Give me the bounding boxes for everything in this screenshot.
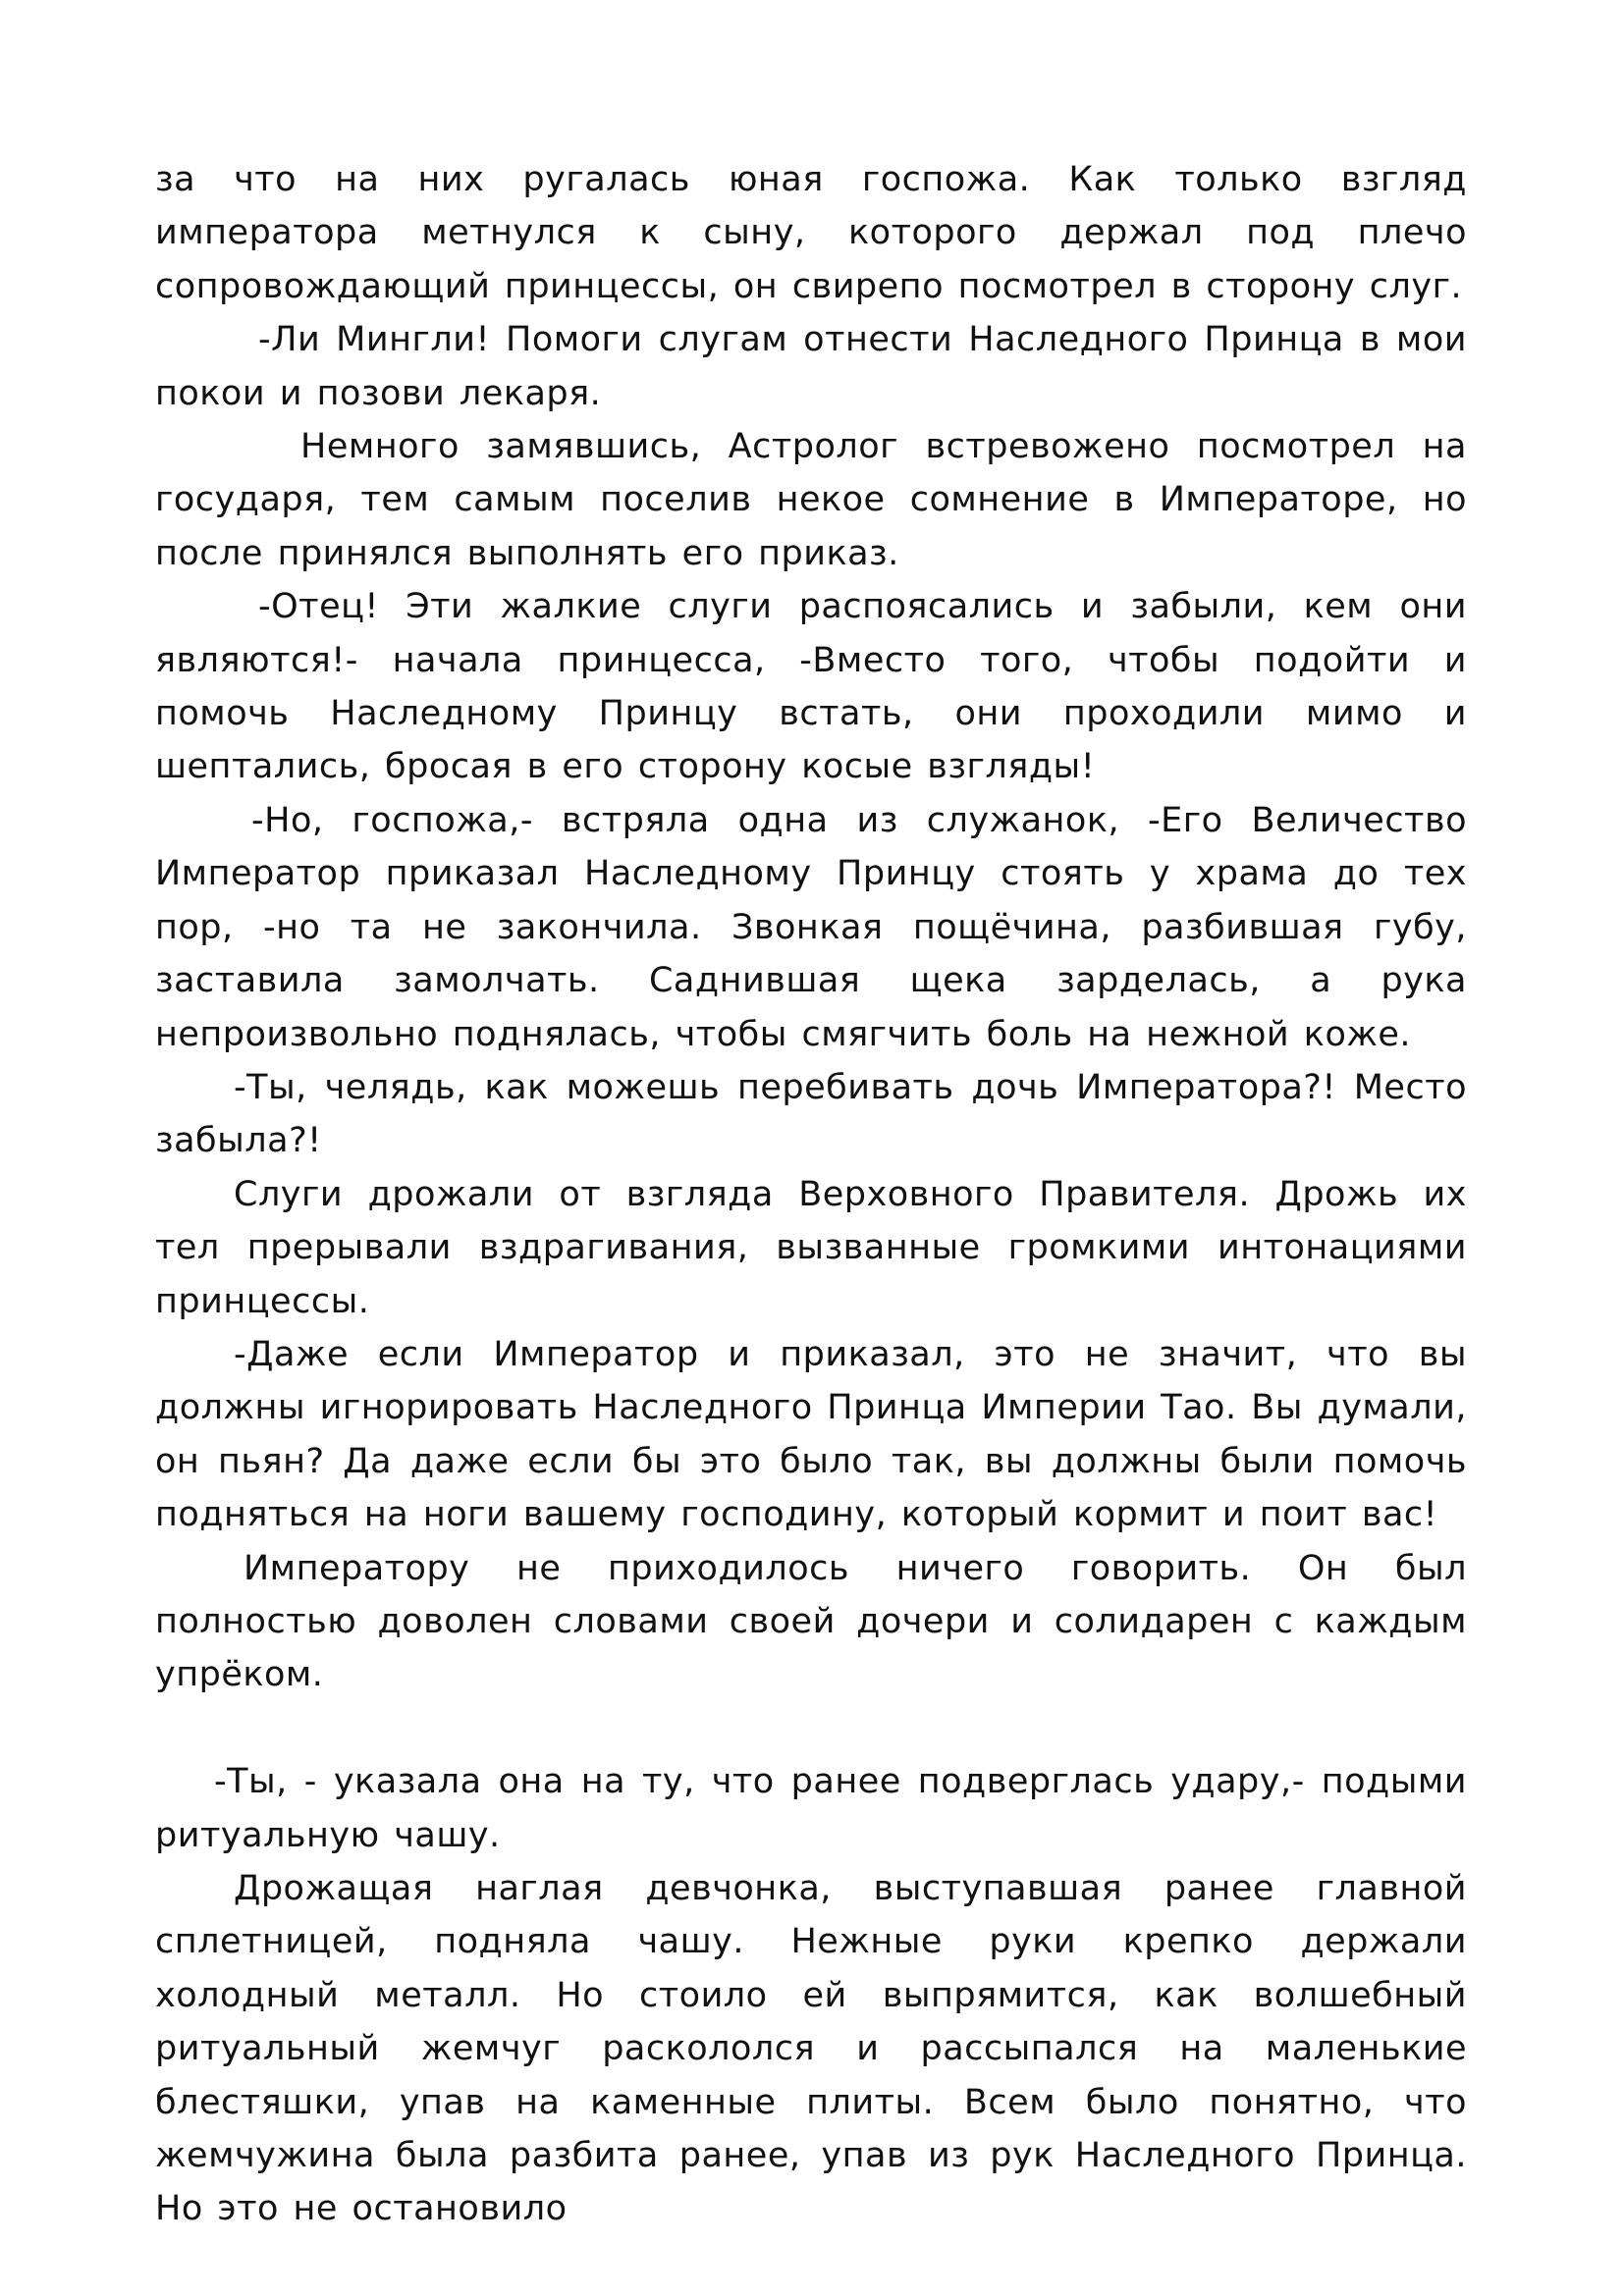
paragraph: Дрожащая наглая девчонка, выступавшая ранее главной сплетницей, подняла чашу. Нежные руки крепко держали холодный металл. Но стоило ей выпрямится, как волшебный ритуальный жемчуг раскололся и рассыпался на маленькие блестяшки, упав на каменные плиты. Всем было понятно, что жемчужина была разбита ранее, упав из рук Наследного Принца. Но это не остановило	[155, 1868, 1467, 2229]
blank-line	[155, 1702, 1467, 1755]
paragraph: за что на них ругалась юная госпожа. Как только взгляд императора метнулся к сыну, которого держал под плечо сопровождающий принцессы, он свирепо посмотрел в сторону слуг.	[155, 160, 1467, 306]
paragraph: Немного замявшись, Астролог встревожено посмотрел на государя, тем самым поселив некое сомнение в Императоре, но после принялся выполнять его приказ.	[155, 427, 1467, 573]
paragraph: -Но, госпожа,- встряла одна из служанок, -Его Величество Император приказал Наследному Принцу стоять у храма до тех пор, -но та не закончила. Звонкая пощёчина, разбившая губу, заставила замолчать. Саднившая щека зарделась, а рука непроизвольно поднялась, чтобы смягчить боль на нежной коже.	[155, 800, 1467, 1054]
paragraph: -Даже если Император и приказал, это не значит, что вы должны игнорировать Наследного Принца Империи Тао. Вы думали, он пьян? Да даже если бы это было так, вы должны были помочь подняться на ноги вашему господину, который кормит и поит вас!	[155, 1334, 1467, 1535]
paragraph: -Ты, - указала она на ту, что ранее подверглась удару,- подыми ритуальную чашу.	[155, 1762, 1467, 1855]
paragraph: -Отец! Эти жалкие слуги распоясались и забыли, кем они являются!- начала принцесса, -Вместо того, чтобы подойти и помочь Наследному Принцу встать, они проходили мимо и шептались, бросая в его сторону косые взгляды!	[155, 587, 1467, 787]
paragraph: Слуги дрожали от взгляда Верховного Правителя. Дрожь их тел прерывали вздрагивания, вызванные громкими интонациями принцессы.	[155, 1174, 1467, 1321]
paragraph: Императору не приходилось ничего говорить. Он был полностью доволен словами своей дочери и солидарен с каждым упрёком.	[155, 1548, 1467, 1695]
paragraph: -Ты, челядь, как можешь перебивать дочь Императора?! Место забыла?!	[155, 1067, 1467, 1161]
document-text	[155, 153, 1467, 2236]
paragraph: -Ли Мингли! Помоги слугам отнести Наследного Принца в мои покои и позови лекаря.	[155, 320, 1467, 413]
